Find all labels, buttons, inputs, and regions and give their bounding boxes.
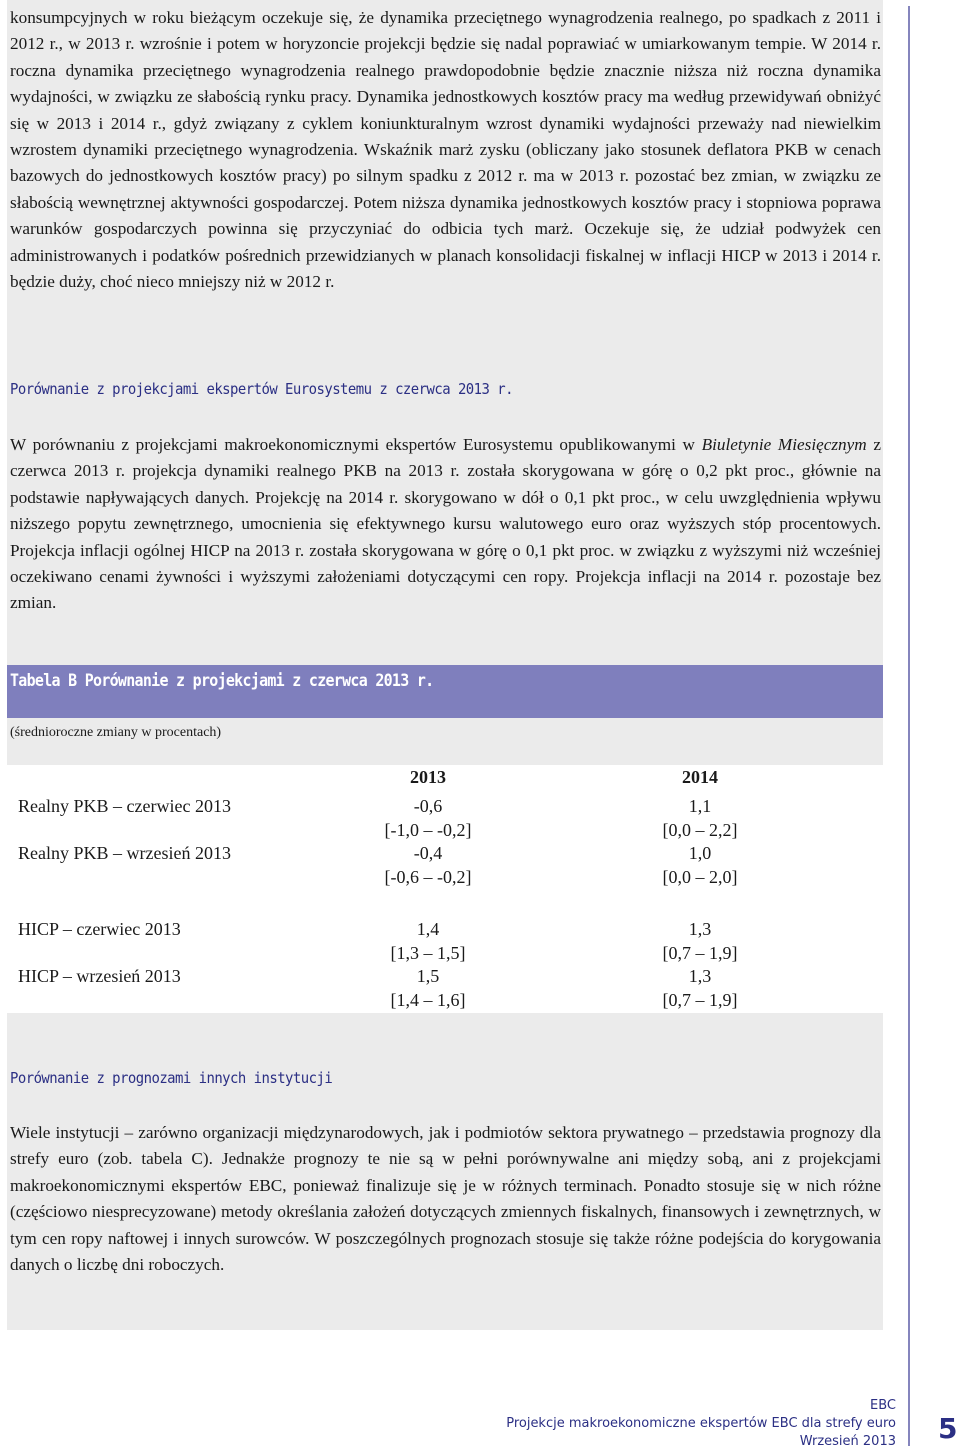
paragraph-eurosystem-comparison-part2: z czerwca 2013 r. projekcja dynamiki realnego PKB na 2013 r. została skorygowana w górę o 0,2 pkt proc., głównie na podstawie napływających danych. Projekcję na 2014 r. skorygowano w dół o 0,1 pkt proc., w celu uwzględnienia wpływu niższego popytu zewnętrznego, umocnienia się efektywnego kursu walutowego euro oraz wyższych stóp procentowych. Projekcja inflacji ogólnej HICP na 2013 r. została skorygowana w górę o 0,1 pkt proc. w związku z wyższymi niż wcześniej oczekiwano cenami żywności i wyższymi założeniami dotyczącymi cen ropy. Projekcja inflacji na 2014 r. pozostaje bez zmian. xyxy=(10,435,881,613)
footer-org: EBC xyxy=(870,1398,896,1413)
page-number: 5 xyxy=(938,1412,958,1445)
table-cell-range: [0,0 – 2,0] xyxy=(662,867,738,887)
footer-title: Projekcje makroekonomiczne ekspertów EBC dla strefy euro xyxy=(506,1416,896,1431)
table-cell-value: 1,4 xyxy=(416,919,440,939)
table-row-label: Realny PKB – wrzesień 2013 xyxy=(18,843,231,863)
bulletin-title: Biuletynie Miesięcznym xyxy=(701,435,867,454)
table-cell-range: [-1,0 – -0,2] xyxy=(384,820,472,840)
table-title: Tabela B Porównanie z projekcjami z czerwca 2013 r. xyxy=(10,671,434,691)
margin-rule xyxy=(908,6,910,1446)
table-row-label: Realny PKB – czerwiec 2013 xyxy=(18,796,231,816)
table-cell-range: [0,7 – 1,9] xyxy=(662,990,738,1010)
table-cell-value: 1,5 xyxy=(416,966,440,986)
paragraph-wages-costs: konsumpcyjnych w roku bieżącym oczekuje się, że dynamika przeciętnego wynagrodzenia realnego, po spadkach z 2011 i 2012 r., w 2013 r. wzrośnie i potem w horyzoncie projekcji będzie się nadal poprawiać w umiarkowanym tempie. W 2014 r. roczna dynamika przeciętnego wynagrodzenia realnego prawdopodobnie będzie znacznie niższa niż roczna dynamika wydajności, w związku ze słabością rynku pracy. Dynamika jednostkowych kosztów pracy ma według przewidywań obniżyć się w 2013 i 2014 r., gdyż związany z cyklem koniunkturalnym wzrost dynamiki wydajności przeważy nad niewielkim wzrostem dynamiki przeciętnego wynagrodzenia. Wskaźnik marż zysku (obliczany jako stosunek deflatora PKB w cenach bazowych do jednostkowych kosztów pracy) po silnym spadku z 2012 r. ma w 2013 r. pozostać bez zmian, w związku ze słabością wewnętrznej aktywności gospodarczej. Potem niższa dynamika jednostkowych kosztów pracy i stopniowa poprawa warunków gospodarczych powinna się przyczyniać do odbicia tych marż. Oczekuje się, że udział podwyżek cen administrowanych i podatków pośrednich przewidzianych w planach konsolidacji fiskalnej w inflacji HICP w 2013 i 2014 r. będzie duży, choć nieco mniejszy niż w 2012 r. xyxy=(10,8,881,292)
table-cell-range: [-0,6 – -0,2] xyxy=(384,867,472,887)
paragraph-other-institutions: Wiele instytucji – zarówno organizacji międzynarodowych, jak i podmiotów sektora prywatnego – przedstawia prognozy dla strefy euro (zob. tabela C). Jednakże prognozy te nie są w pełni porównywalne ani między sobą, ani z projekcjami makroekonomicznymi ekspertów EBC, ponieważ finalizuje się je w różnych terminach. Ponadto stosuje się w nich różne (częściowo niesprecyzowane) metody określania założeń dotyczących zmiennych fiskalnych, finansowych i zewnętrznych, w tym cen ropy naftowej i innych surowców. W poszczególnych prognozach stosuje się także różne podejścia do korygowania danych o liczbę dni roboczych. xyxy=(10,1123,881,1275)
table-cell-value: -0,6 xyxy=(413,796,443,816)
heading-other-institutions: Porównanie z prognozami innych instytucji xyxy=(10,1069,333,1087)
footer-date: Wrzesień 2013 xyxy=(799,1434,896,1449)
table-row-label: HICP – wrzesień 2013 xyxy=(18,966,181,986)
table-cell-range: [0,7 – 1,9] xyxy=(662,943,738,963)
table-cell-value: 1,1 xyxy=(688,796,712,816)
table-cell-range: [1,4 – 1,6] xyxy=(390,990,466,1010)
heading-eurosystem-comparison: Porównanie z projekcjami ekspertów Eurosystemu z czerwca 2013 r. xyxy=(10,380,513,398)
paragraph-eurosystem-comparison-part1: W porównaniu z projekcjami makroekonomicznymi ekspertów Eurosystemu opublikowanymi w xyxy=(10,435,702,454)
table-row-label: HICP – czerwiec 2013 xyxy=(18,919,181,939)
table-cell-range: [0,0 – 2,2] xyxy=(662,820,738,840)
table-header-2014: 2014 xyxy=(682,767,718,787)
paragraph-eurosystem-comparison xyxy=(10,432,881,617)
table-cell-value: 1,3 xyxy=(688,919,712,939)
table-cell-value: 1,3 xyxy=(688,966,712,986)
table-cell-value: 1,0 xyxy=(688,843,712,863)
table-note: (średnioroczne zmiany w procentach) xyxy=(10,725,222,740)
table-cell-range: [1,3 – 1,5] xyxy=(390,943,466,963)
table-cell-value: -0,4 xyxy=(413,843,443,863)
table-header-2013: 2013 xyxy=(410,767,446,787)
